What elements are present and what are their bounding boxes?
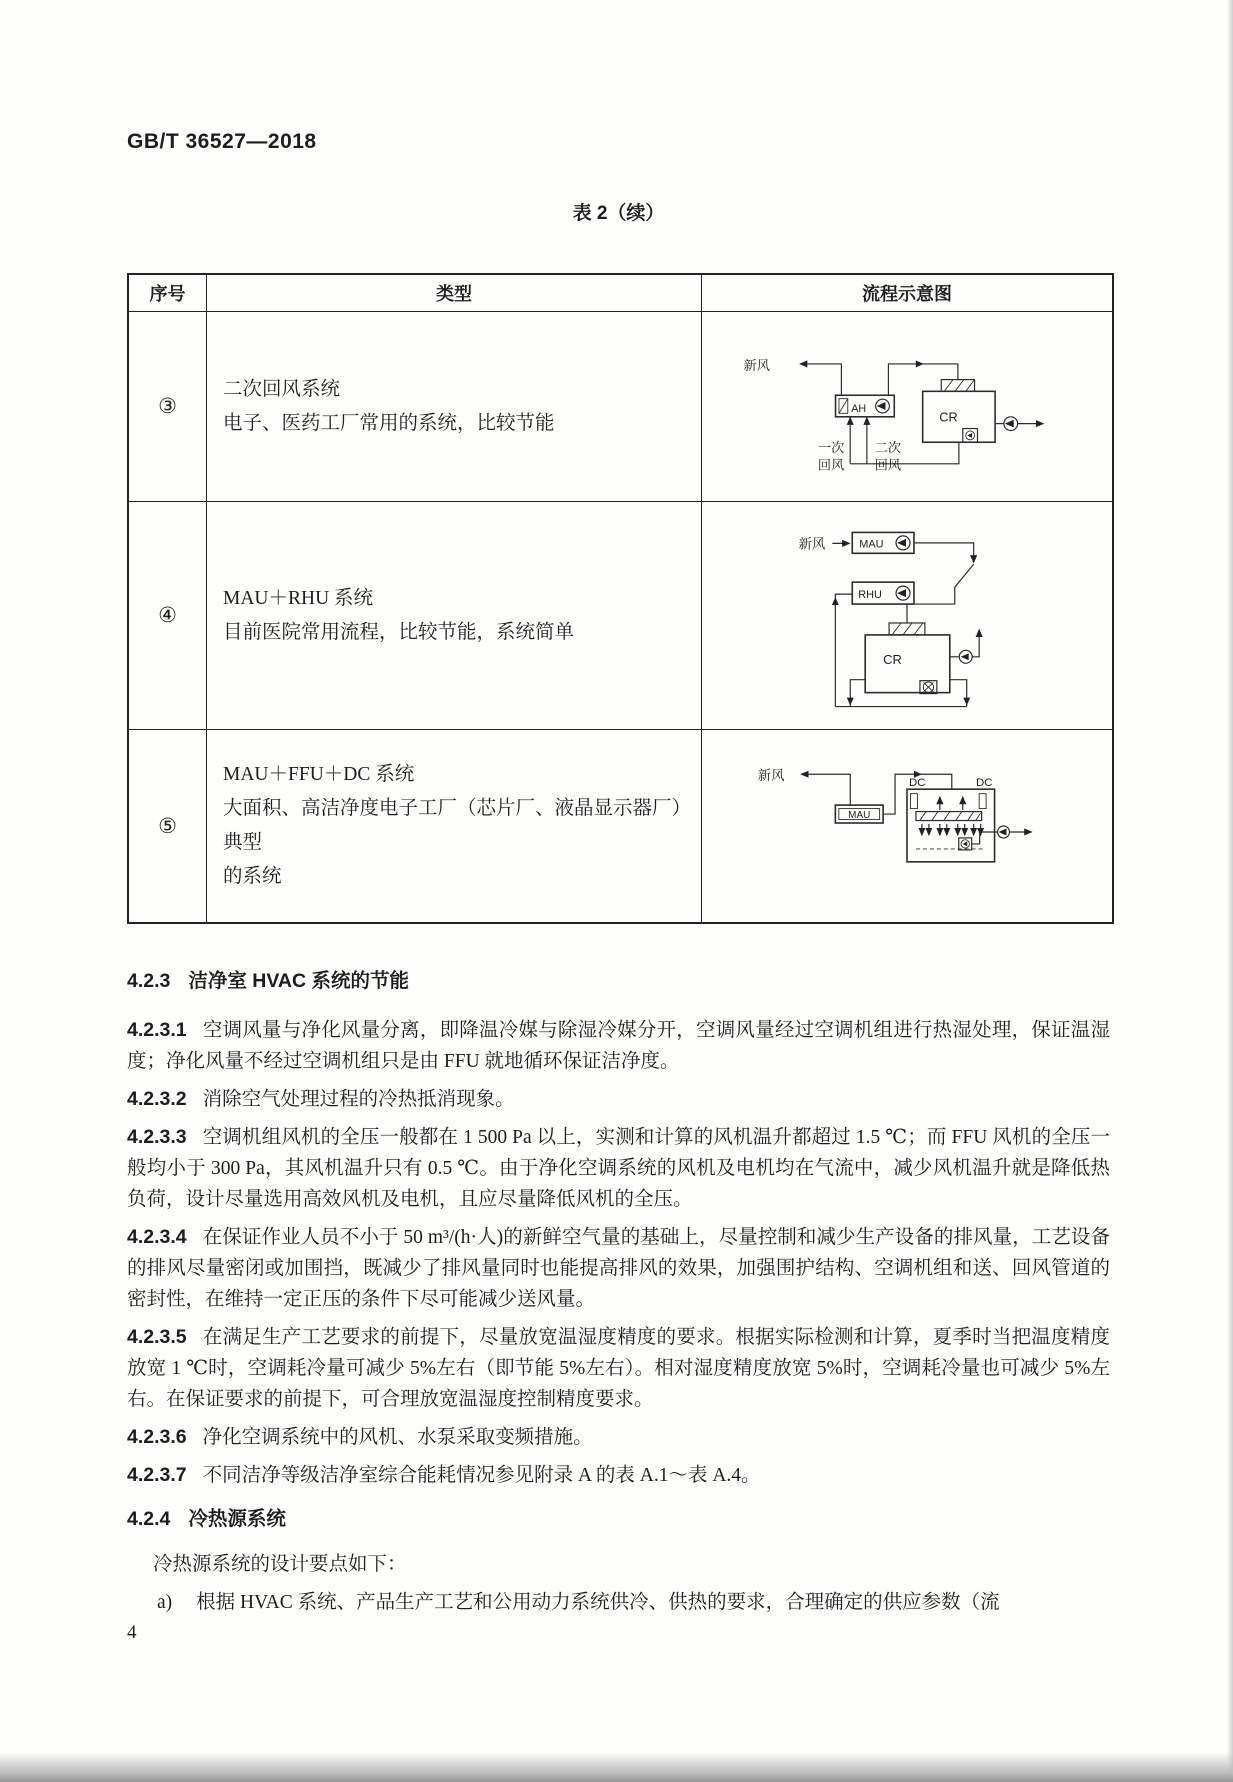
ahu-label: AH — [851, 402, 867, 415]
fresh-air-label: 新风 — [798, 535, 826, 551]
hepa-filter-icon — [889, 622, 925, 634]
exhaust-arrow — [972, 629, 979, 656]
system-type-table — [127, 273, 1114, 924]
exhaust-fan-icon — [1004, 416, 1018, 430]
scan-edge-bottom — [0, 1752, 1233, 1782]
clause-text-block — [127, 966, 1110, 1618]
cleanroom-plenum-box — [907, 777, 995, 862]
row4-type-line2: 目前医院常用流程，比较节能，系统简单 — [223, 621, 575, 643]
return-arrow-up — [832, 597, 839, 605]
mau-supply-duct — [914, 542, 974, 561]
mau-ffu-dc-diagram — [703, 737, 1111, 915]
row5-type — [207, 730, 702, 922]
clause-4231 — [127, 1015, 1110, 1077]
primary-return-label-1: 一次 — [817, 439, 845, 455]
list-item-a — [127, 1587, 1110, 1618]
row4-number: ④ — [129, 502, 207, 730]
row3-type — [207, 312, 702, 502]
clause-number: 4.2.3.7 — [127, 1464, 187, 1486]
exhaust-fan-icon — [959, 650, 972, 663]
clause-4233 — [127, 1122, 1110, 1215]
clause-number: 4.2.3.6 — [127, 1426, 187, 1448]
clause-4232 — [127, 1084, 1110, 1115]
row3-number: ③ — [129, 312, 207, 502]
mau-box — [835, 805, 883, 823]
return-duct-right — [950, 679, 967, 706]
fresh-air-label: 新风 — [757, 768, 785, 784]
row3-diagram-cell — [702, 312, 1112, 502]
exhaust-fan-icon — [998, 826, 1010, 838]
fresh-air-duct — [802, 774, 851, 805]
clause-title: 冷热源系统 — [188, 1508, 286, 1530]
mau-label: MAU — [848, 810, 871, 822]
rhu-label: RHU — [858, 588, 882, 601]
supply-arrow-icon — [916, 360, 924, 367]
row5-type-line1: MAU＋FFU＋DC 系统 — [223, 764, 415, 785]
row4-diagram-cell — [702, 502, 1112, 730]
col-header-diagram: 流程示意图 — [702, 275, 1112, 312]
list-label-a: a) — [157, 1592, 173, 1613]
row5-type-line3: 的系统 — [223, 866, 282, 887]
return-arrow-left — [847, 697, 854, 705]
row4-type-line1: MAU＋RHU 系统 — [223, 587, 374, 609]
clause-heading-423 — [127, 966, 1110, 997]
clause-text: 在满足生产工艺要求的前提下，尽量放宽温湿度精度的要求。根据实际检测和计算，夏季时当把温度精度放宽 1 ℃时，空调耗冷量可减少 5%左右（即节能 5%左右）。相对湿度精度放宽 5%时，空调耗冷量也可减少 5%左右。在保证要求的前提下，可合理放宽温湿度控制精度要求。 — [127, 1327, 1110, 1410]
col-header-type: 类型 — [207, 275, 702, 312]
clause-text: 净化空调系统中的风机、水泵采取变频措施。 — [202, 1427, 593, 1448]
dry-coil-right-label: DC — [976, 777, 993, 790]
return-duct-left — [850, 679, 865, 706]
cleanroom-label: CR — [883, 651, 902, 667]
clause-text: 在保证作业人员不小于 50 m³/(h·人)的新鲜空气量的基础上，尽量控制和减少生产设备的排风量，工艺设备的排风尽量密闭或加围挡，既减少了排风量同时也能提高排风的效果，加强围护结构、空调机组和送、回风管道的密封性，在维持一定正压的条件下尽可能减少送风量。 — [127, 1227, 1110, 1310]
clause-number: 4.2.4 — [127, 1508, 171, 1530]
row4-type — [207, 502, 702, 730]
page-number: 4 — [127, 1622, 137, 1643]
cleanroom-label: CR — [939, 409, 958, 425]
clause-4234 — [127, 1222, 1110, 1315]
list-text-a: 根据 HVAC 系统、产品生产工艺和公用动力系统供冷、供热的要求，合理确定的供应参数（流 — [196, 1592, 1000, 1613]
hepa-filter-icon — [941, 379, 974, 391]
clause-text: 空调机组风机的全压一般都在 1 500 Pa 以上，实测和计算的风机温升都超过 1.5 ℃；而 FFU 风机的全压一般均小于 300 Pa，其风机温升只有 0.5 ℃。由于净化空调系统的风机及电机均在气流中，减少风机温升就是降低热负荷，设计尽量选用高效风机及电机，且应尽量降低风机的全压。 — [127, 1127, 1110, 1210]
clause-number: 4.2.3.2 — [127, 1088, 187, 1110]
clause-heading-424 — [127, 1504, 1110, 1535]
fresh-air-duct — [800, 363, 841, 394]
rhu-box — [852, 582, 914, 604]
clause-text: 不同洁净等级洁净室综合能耗情况参见附录 A 的表 A.1～表 A.4。 — [202, 1465, 761, 1486]
clause-title: 洁净室 HVAC 系统的节能 — [188, 970, 410, 992]
col-header-num: 序号 — [129, 275, 207, 312]
design-points-intro: 冷热源系统的设计要点如下： — [153, 1554, 407, 1575]
clause-4235 — [127, 1322, 1110, 1415]
mixing-duct — [955, 564, 974, 587]
scan-edge-right — [1227, 0, 1233, 1782]
clause-number: 4.2.3.5 — [127, 1326, 187, 1348]
clause-text: 空调风量与净化风量分离，即降温冷媒与除湿冷媒分开，空调风量经过空调机组进行热湿处理，保证温湿度；净化风量不经过空调机组只是由 FFU 就地循环保证洁净度。 — [127, 1020, 1110, 1072]
row5-number: ⑤ — [129, 730, 207, 922]
fresh-air-label: 新风 — [743, 357, 770, 373]
mau-label: MAU — [859, 537, 884, 550]
mau-rhu-diagram — [703, 504, 1111, 728]
clause-number: 4.2.3.4 — [127, 1226, 187, 1248]
return-arrow-right — [963, 697, 970, 705]
table-title: 表 2（续） — [572, 203, 665, 224]
secondary-return-label-1: 二次 — [874, 439, 902, 455]
clause-number: 4.2.3.3 — [127, 1126, 187, 1148]
secondary-return-label-2: 回风 — [874, 457, 902, 473]
clause-4236 — [127, 1422, 1110, 1453]
clause-number: 4.2.3.1 — [127, 1019, 187, 1041]
clause-number: 4.2.3 — [127, 970, 171, 992]
secondary-return-diagram — [703, 314, 1111, 500]
cleanroom-box — [923, 391, 995, 442]
dry-coil-left-label: DC — [908, 777, 926, 790]
primary-return-label-2: 回风 — [817, 457, 845, 473]
standard-code: GB/T 36527—2018 — [127, 130, 317, 153]
row5-type-line2: 大面积、高洁净度电子工厂（芯片厂、液晶显示器厂）典型 — [223, 798, 682, 853]
row3-type-line1: 二次回风系统 — [223, 378, 341, 400]
row5-diagram-cell — [702, 730, 1112, 922]
clause-text: 消除空气处理过程的冷热抵消现象。 — [202, 1089, 515, 1110]
clause-4237 — [127, 1460, 1110, 1491]
row3-type-line2: 电子、医药工厂常用的系统，比较节能 — [223, 412, 555, 434]
mau-box — [852, 532, 914, 553]
ahu-box — [836, 395, 895, 417]
